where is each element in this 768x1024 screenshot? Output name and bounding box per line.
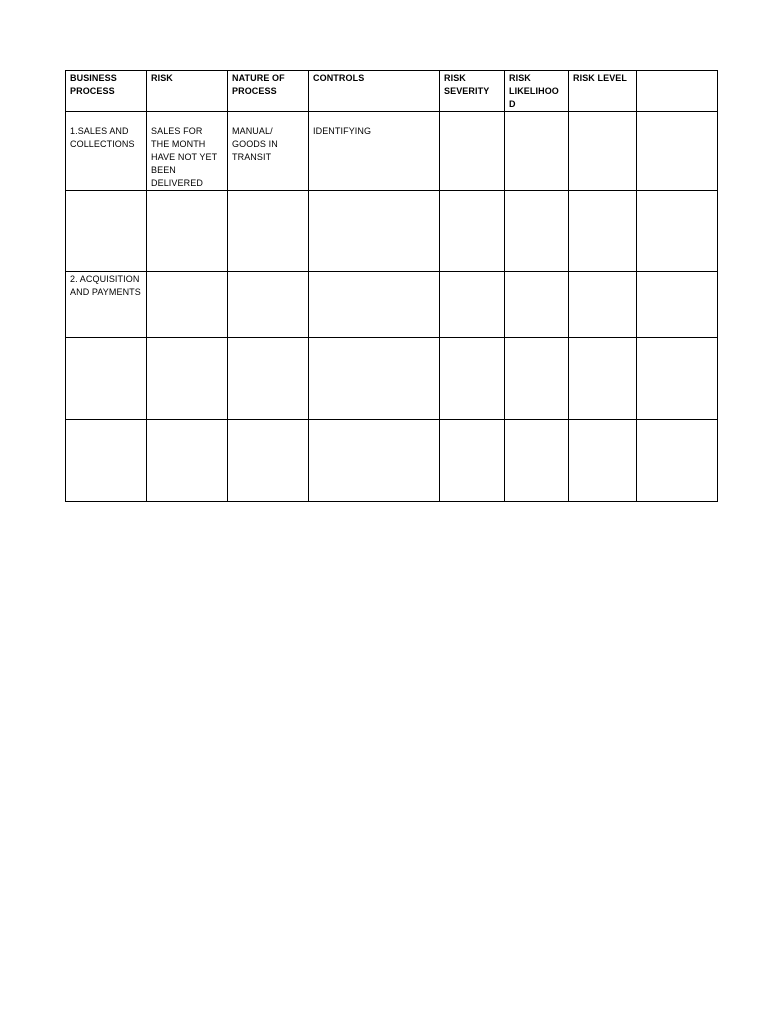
cell-controls [309,191,440,272]
cell-nature-of-process: MANUAL/ GOODS IN TRANSIT [228,112,309,191]
cell-risk-likelihood [505,191,569,272]
cell-risk [147,272,228,338]
cell-risk-level [569,338,637,420]
cell-business-process: 2. ACQUISITION AND PAYMENTS [66,272,147,338]
cell-controls [309,420,440,502]
cell-risk [147,420,228,502]
cell-risk-severity [440,338,505,420]
cell-nature-of-process [228,191,309,272]
cell-risk: SALES FOR THE MONTH HAVE NOT YET BEEN DELIVERED [147,112,228,191]
cell-nature-of-process [228,338,309,420]
cell-risk-likelihood [505,338,569,420]
cell-business-process [66,338,147,420]
header-risk-severity: RISK SEVERITY [440,71,505,112]
cell-risk-severity [440,191,505,272]
cell-risk-severity [440,272,505,338]
cell-extra [637,420,718,502]
cell-risk-level [569,420,637,502]
cell-risk-level [569,272,637,338]
cell-risk-likelihood [505,112,569,191]
header-risk: RISK [147,71,228,112]
table-row [66,272,718,338]
risk-assessment-table [65,70,718,502]
cell-risk-level [569,112,637,191]
table-row [66,191,718,272]
cell-risk-likelihood [505,272,569,338]
header-controls: CONTROLS [309,71,440,112]
cell-business-process [66,420,147,502]
cell-controls [309,338,440,420]
table-row [66,338,718,420]
cell-risk [147,191,228,272]
cell-risk-severity [440,420,505,502]
header-nature-of-process: NATURE OF PROCESS [228,71,309,112]
cell-controls: IDENTIFYING [309,112,440,191]
cell-risk-likelihood [505,420,569,502]
cell-extra [637,272,718,338]
header-risk-likelihood: RISK LIKELIHOOD [505,71,569,112]
table-row [66,420,718,502]
cell-nature-of-process [228,420,309,502]
cell-extra [637,191,718,272]
header-risk-level: RISK LEVEL [569,71,637,112]
table-header-row [66,71,718,112]
header-business-process: BUSINESS PROCESS [66,71,147,112]
cell-risk [147,338,228,420]
cell-business-process: 1.SALES AND COLLECTIONS [66,112,147,191]
header-extra [637,71,718,112]
cell-risk-severity [440,112,505,191]
table-row [66,112,718,191]
cell-controls [309,272,440,338]
cell-nature-of-process [228,272,309,338]
cell-business-process [66,191,147,272]
cell-extra [637,338,718,420]
cell-extra [637,112,718,191]
cell-risk-level [569,191,637,272]
